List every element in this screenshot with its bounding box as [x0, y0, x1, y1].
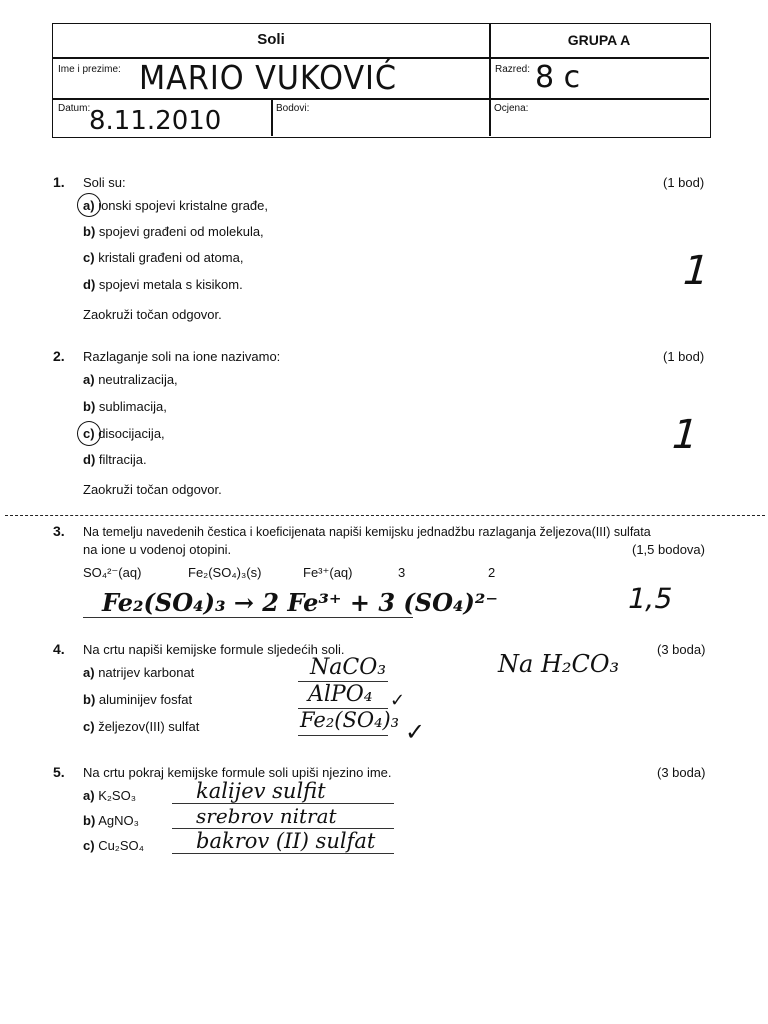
- q5-item-c: [83, 838, 144, 854]
- q4-item-b-text: aluminijev fosfat: [98, 692, 193, 707]
- date-value: 8.11.2010: [89, 106, 222, 136]
- q5-answer-c: bakrov (II) sulfat: [196, 829, 376, 853]
- q5-answer-b: srebrov nitrat: [196, 804, 337, 828]
- q4-number: 4.: [53, 641, 65, 657]
- q1-score: 1: [676, 248, 715, 294]
- q4-check-c: ✓: [405, 718, 426, 746]
- q3-given-1: SO₄²⁻(aq): [83, 565, 142, 580]
- q3-answer-line: [83, 617, 413, 618]
- q2-option-d[interactable]: [83, 452, 147, 468]
- q3-number: 3.: [53, 523, 65, 539]
- grade-label: Ocjena:: [494, 103, 529, 114]
- q2-answer-circle: [77, 421, 101, 446]
- name-value: MARIO VUKOVIĆ: [139, 58, 398, 97]
- q1-option-a[interactable]: [83, 198, 268, 214]
- q5-points: (3 boda): [657, 765, 706, 780]
- q2-option-d-letter: d): [83, 452, 96, 467]
- class-label: Razred:: [495, 64, 531, 75]
- q1-option-c-letter: c): [83, 250, 95, 265]
- q5-number: 5.: [53, 764, 65, 780]
- q3-text-line2: na ione u vodenoj otopini.: [83, 542, 232, 557]
- header-group: GRUPA A: [567, 32, 631, 48]
- q4-item-b-letter: b): [83, 692, 96, 707]
- q4-answer-c: Fe₂(SO₄)₃: [300, 708, 400, 732]
- q1-option-d-text: spojevi metala s kisikom.: [98, 277, 243, 292]
- q3-given-4: 3: [398, 565, 406, 580]
- q5-item-a: [83, 788, 136, 804]
- q5-item-b: [83, 813, 139, 829]
- q1-number: 1.: [53, 174, 65, 190]
- q3-given-2: Fe₂(SO₄)₃(s): [188, 565, 262, 580]
- q1-option-b-letter: b): [83, 224, 96, 239]
- q5-item-a-formula: K₂SO₃: [98, 788, 136, 803]
- q2-option-b-text: sublimacija,: [98, 399, 167, 414]
- q2-option-b-letter: b): [83, 399, 96, 414]
- q4-item-c-letter: c): [83, 719, 95, 734]
- q4-margin-note: Na H₂CO₃: [498, 650, 620, 678]
- q4-check-b: ✓: [390, 690, 406, 711]
- q4-item-a-letter: a): [83, 665, 95, 680]
- q4-item-a-text: natrijev karbonat: [98, 665, 195, 680]
- q5-item-b-letter: b): [83, 813, 96, 828]
- name-label: Ime i prezime:: [58, 64, 121, 75]
- q4-item-a: [83, 665, 194, 681]
- header-table: [52, 23, 711, 138]
- q4-line-c: [298, 735, 388, 736]
- q1-option-a-letter: a): [83, 198, 95, 213]
- q2-option-a-text: neutralizacija,: [98, 372, 178, 387]
- q1-option-b[interactable]: [83, 224, 264, 240]
- q2-option-d-text: filtracija.: [98, 452, 147, 467]
- q5-answer-a: kalijev sulfit: [196, 779, 326, 803]
- q4-item-c: [83, 719, 199, 735]
- q3-given-5: 2: [488, 565, 496, 580]
- q2-option-c-text: disocijacija,: [98, 426, 165, 441]
- q2-option-b[interactable]: [83, 399, 167, 415]
- q1-text: Soli su:: [83, 175, 126, 190]
- section-separator: [5, 515, 765, 516]
- q3-score: 1,5: [624, 582, 677, 615]
- q4-item-c-text: željezov(III) sulfat: [98, 719, 200, 734]
- header-divider-2: [53, 98, 709, 100]
- header-title: Soli: [257, 31, 285, 48]
- q2-option-a[interactable]: [83, 372, 178, 388]
- q1-option-c-text: kristali građeni od atoma,: [98, 250, 244, 265]
- q5-item-c-letter: c): [83, 838, 95, 853]
- q2-number: 2.: [53, 348, 65, 364]
- q4-text: Na crtu napiši kemijske formule sljedećih soli.: [83, 642, 345, 657]
- q4-answer-a: NaCO₃: [310, 655, 387, 680]
- q2-score: 1: [665, 412, 704, 458]
- q5-item-b-formula: AgNO₃: [98, 813, 139, 828]
- q3-answer: Fe₂(SO₄)₃ → 2 Fe³⁺ + 3 (SO₄)²⁻: [102, 588, 499, 617]
- q2-points: (1 bod): [663, 349, 705, 364]
- q4-answer-b: AlPO₄: [308, 682, 373, 707]
- q1-option-c[interactable]: [83, 250, 243, 266]
- q2-option-c-letter: c): [83, 426, 95, 441]
- q1-option-b-text: spojevi građeni od molekula,: [98, 224, 264, 239]
- q4-item-b: [83, 692, 192, 708]
- date-label: Datum:: [58, 103, 91, 114]
- q5-line-c: [172, 853, 394, 854]
- q5-item-c-formula: Cu₂SO₄: [98, 838, 144, 853]
- q3-given-3: Fe³⁺(aq): [303, 565, 353, 580]
- q4-points: (3 boda): [657, 642, 706, 657]
- class-value: 8 c: [535, 60, 581, 95]
- q1-instruction: Zaokruži točan odgovor.: [83, 307, 222, 322]
- q1-option-a-text: ionski spojevi kristalne građe,: [98, 198, 268, 213]
- q1-option-d-letter: d): [83, 277, 96, 292]
- q5-item-a-letter: a): [83, 788, 95, 803]
- q2-instruction: Zaokruži točan odgovor.: [83, 482, 222, 497]
- header-vdivider-date: [271, 98, 273, 136]
- points-label: Bodovi:: [276, 103, 310, 114]
- q3-points: (1,5 bodova): [632, 542, 705, 557]
- q3-text-line1: Na temelju navedenih čestica i koeficijenata napiši kemijsku jednadžbu razlaganja željezova(III) sulfata: [83, 525, 651, 539]
- q1-points: (1 bod): [663, 175, 705, 190]
- q5-text: Na crtu pokraj kemijske formule soli upiši njezino ime.: [83, 765, 392, 780]
- q1-option-d[interactable]: [83, 277, 243, 293]
- q1-answer-circle: [77, 193, 101, 217]
- q2-option-a-letter: a): [83, 372, 95, 387]
- q2-text: Razlaganje soli na ione nazivamo:: [83, 349, 281, 364]
